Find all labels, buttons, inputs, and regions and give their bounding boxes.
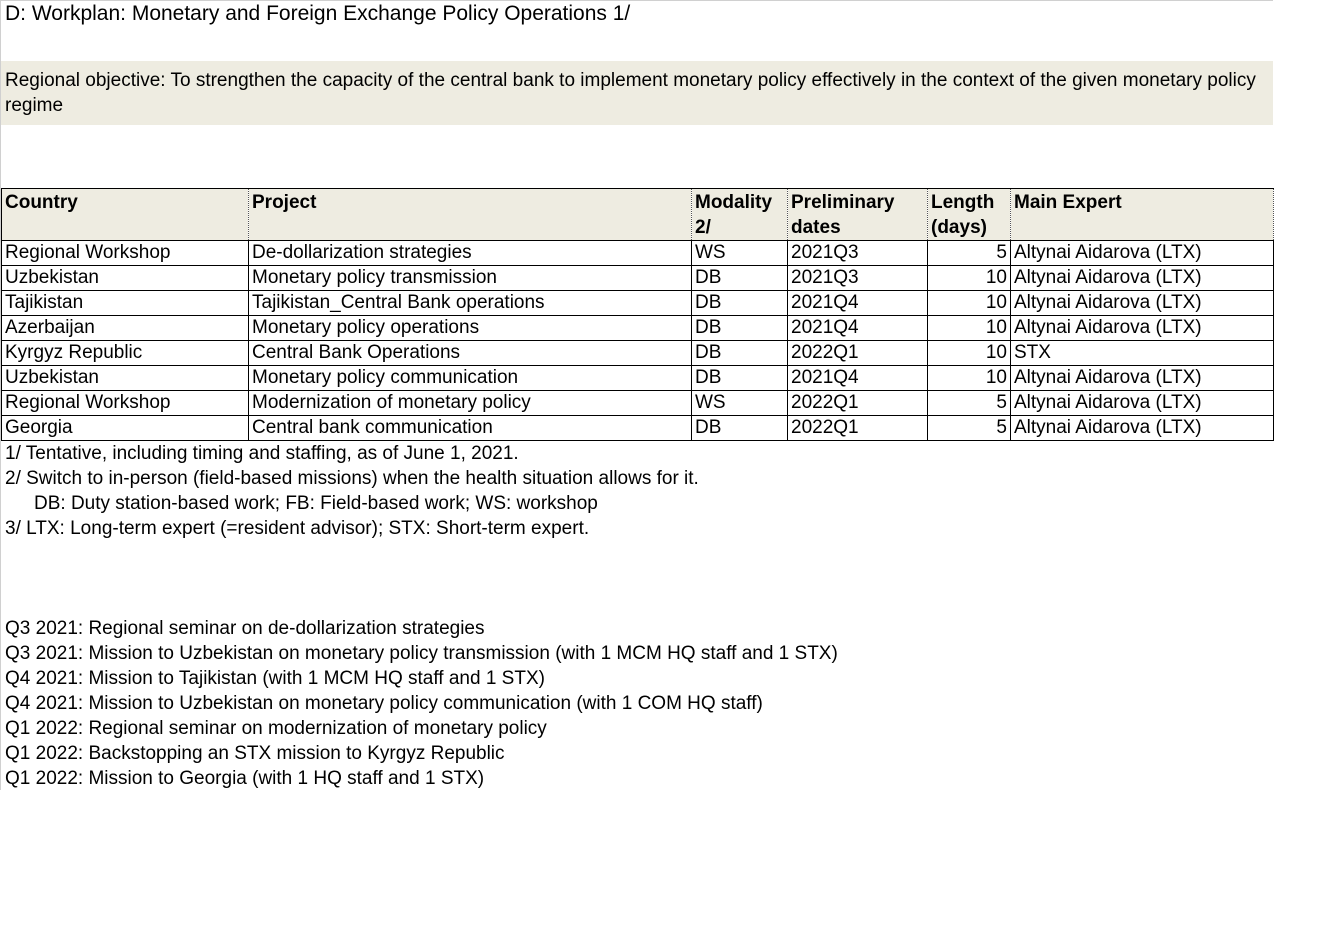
mission-summary [5, 616, 838, 791]
summary-line: Q1 2022: Mission to Georgia (with 1 HQ staff and 1 STX) [5, 768, 485, 789]
cell-project[interactable]: Monetary policy communication [249, 366, 692, 391]
header-preliminary-dates[interactable]: Preliminary dates [788, 189, 928, 241]
workplan-table [1, 188, 1274, 441]
cell-length[interactable]: 10 [928, 316, 1011, 341]
header-project[interactable]: Project [249, 189, 692, 241]
cell-country[interactable]: Tajikistan [2, 291, 249, 316]
header-modality[interactable]: Modality 2/ [692, 189, 788, 241]
table-row [2, 316, 1274, 341]
footnotes [5, 441, 699, 541]
cell-modality[interactable]: DB [692, 316, 788, 341]
table-row [2, 416, 1274, 441]
table-row [2, 266, 1274, 291]
table-header-row [2, 189, 1274, 241]
cell-expert[interactable]: Altynai Aidarova (LTX) [1011, 316, 1274, 341]
cell-modality[interactable]: DB [692, 416, 788, 441]
cell-project[interactable]: Monetary policy transmission [249, 266, 692, 291]
cell-modality[interactable]: WS [692, 241, 788, 266]
footnote-2: 2/ Switch to in-person (field-based missions) when the health situation allows for it. [5, 468, 699, 489]
summary-line: Q1 2022: Regional seminar on modernization of monetary policy [5, 718, 547, 739]
cell-expert[interactable]: STX [1011, 341, 1274, 366]
cell-project[interactable]: De-dollarization strategies [249, 241, 692, 266]
table-row [2, 366, 1274, 391]
cell-project[interactable]: Central Bank Operations [249, 341, 692, 366]
cell-length[interactable]: 5 [928, 241, 1011, 266]
cell-dates[interactable]: 2021Q4 [788, 366, 928, 391]
regional-objective: Regional objective: To strengthen the capacity of the central bank to implement monetary policy effectively in the context of the given monetary policy regime [1, 61, 1273, 125]
cell-expert[interactable]: Altynai Aidarova (LTX) [1011, 416, 1274, 441]
cell-length[interactable]: 10 [928, 341, 1011, 366]
cell-project[interactable]: Central bank communication [249, 416, 692, 441]
cell-country[interactable]: Regional Workshop [2, 391, 249, 416]
cell-project[interactable]: Modernization of monetary policy [249, 391, 692, 416]
cell-length[interactable]: 10 [928, 266, 1011, 291]
cell-modality[interactable]: DB [692, 341, 788, 366]
cell-project[interactable]: Tajikistan_Central Bank operations [249, 291, 692, 316]
cell-country[interactable]: Kyrgyz Republic [2, 341, 249, 366]
cell-expert[interactable]: Altynai Aidarova (LTX) [1011, 366, 1274, 391]
header-length-days[interactable]: Length (days) [928, 189, 1011, 241]
header-country[interactable]: Country [2, 189, 249, 241]
cell-dates[interactable]: 2021Q3 [788, 241, 928, 266]
cell-project[interactable]: Monetary policy operations [249, 316, 692, 341]
cell-dates[interactable]: 2021Q4 [788, 316, 928, 341]
cell-expert[interactable]: Altynai Aidarova (LTX) [1011, 291, 1274, 316]
footnote-3: 3/ LTX: Long-term expert (=resident advisor); STX: Short-term expert. [5, 518, 590, 539]
cell-expert[interactable]: Altynai Aidarova (LTX) [1011, 266, 1274, 291]
page-title: D: Workplan: Monetary and Foreign Exchange Policy Operations 1/ [5, 2, 631, 25]
cell-country[interactable]: Georgia [2, 416, 249, 441]
table-row [2, 241, 1274, 266]
summary-line: Q3 2021: Mission to Uzbekistan on monetary policy transmission (with 1 MCM HQ staff and 1 STX) [5, 643, 838, 664]
cell-country[interactable]: Regional Workshop [2, 241, 249, 266]
table-row [2, 341, 1274, 366]
cell-modality[interactable]: DB [692, 366, 788, 391]
cell-length[interactable]: 5 [928, 416, 1011, 441]
header-main-expert[interactable]: Main Expert [1011, 189, 1274, 241]
cell-modality[interactable]: DB [692, 266, 788, 291]
cell-country[interactable]: Uzbekistan [2, 266, 249, 291]
summary-line: Q3 2021: Regional seminar on de-dollarization strategies [5, 618, 485, 639]
table-row [2, 391, 1274, 416]
cell-length[interactable]: 5 [928, 391, 1011, 416]
cell-dates[interactable]: 2021Q3 [788, 266, 928, 291]
summary-line: Q1 2022: Backstopping an STX mission to Kyrgyz Republic [5, 743, 505, 764]
cell-expert[interactable]: Altynai Aidarova (LTX) [1011, 241, 1274, 266]
summary-line: Q4 2021: Mission to Uzbekistan on monetary policy communication (with 1 COM HQ staff) [5, 693, 763, 714]
cell-dates[interactable]: 2021Q4 [788, 291, 928, 316]
cell-country[interactable]: Azerbaijan [2, 316, 249, 341]
footnote-2-modality-legend: DB: Duty station-based work; FB: Field-based work; WS: workshop [34, 493, 598, 514]
summary-line: Q4 2021: Mission to Tajikistan (with 1 MCM HQ staff and 1 STX) [5, 668, 545, 689]
cell-dates[interactable]: 2022Q1 [788, 341, 928, 366]
cell-dates[interactable]: 2022Q1 [788, 391, 928, 416]
cell-modality[interactable]: DB [692, 291, 788, 316]
cell-length[interactable]: 10 [928, 366, 1011, 391]
cell-expert[interactable]: Altynai Aidarova (LTX) [1011, 391, 1274, 416]
cell-length[interactable]: 10 [928, 291, 1011, 316]
cell-modality[interactable]: WS [692, 391, 788, 416]
cell-dates[interactable]: 2022Q1 [788, 416, 928, 441]
footnote-1: 1/ Tentative, including timing and staffing, as of June 1, 2021. [5, 443, 519, 464]
table-row [2, 291, 1274, 316]
cell-country[interactable]: Uzbekistan [2, 366, 249, 391]
